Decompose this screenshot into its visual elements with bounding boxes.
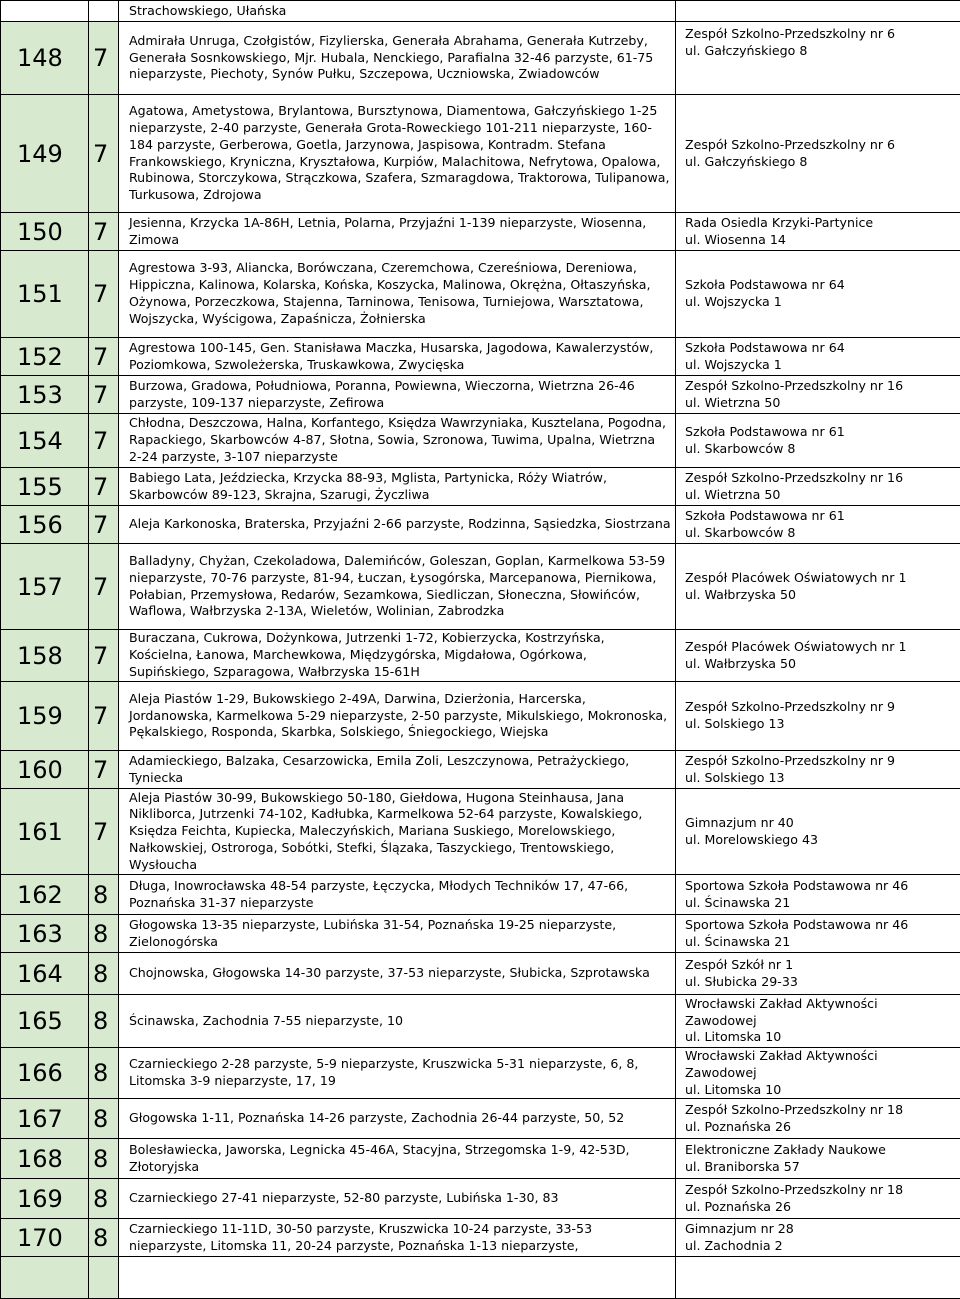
table-row [1,953,960,995]
table-row [1,1179,960,1219]
district-number-cell: 149 [1,95,89,213]
streets-cell: Głogowska 13-35 nieparzyste, Lubińska 31-54, Poznańska 19-25 nieparzyste, Zielonogórska [119,915,676,953]
streets-cell: Ścinawska, Zachodnia 7-55 nieparzyste, 10 [119,995,676,1048]
address-cell [676,953,960,995]
table-row [1,1257,960,1299]
district-number-cell: 162 [1,875,89,915]
streets-cell: Długa, Inowrocławska 48-54 parzyste, Łęczycka, Młodych Techników 17, 47-66, Poznańska 31-37 nieparzyste [119,875,676,915]
table-row [1,1099,960,1139]
table-row [1,630,960,682]
streets-cell: Agrestowa 3-93, Aliancka, Borówczana, Czeremchowa, Czereśniowa, Dereniowa, Hippiczna, Kalinowa, Kolarska, Końska, Koszycka, Malinowa, Okrężna, Ołtaszyńska, Ożynowa, Porzeczkowa, Stajenna, Tarninowa, Tenisowa, Turniejowa, Warsztatowa, Wojszycka, Wyścigowa, Zapaśnicza, Żołnierska [119,251,676,338]
address-street: ul. Skarbowców 8 [685,441,956,458]
district-number-cell: 158 [1,630,89,682]
streets-cell: Agrestowa 100-145, Gen. Stanisława Maczka, Husarska, Jagodowa, Kawalerzystów, Poziomkowa, Szwoleżerska, Truskawkowa, Zwycięska [119,338,676,376]
area-number-cell [89,1,119,22]
address-name-cont: Zawodowej [685,1013,956,1030]
area-number-cell: 8 [89,1048,119,1099]
address-cell [676,506,960,544]
district-number-cell: 169 [1,1179,89,1219]
address-street: ul. Litomska 10 [685,1029,956,1046]
area-number-cell: 8 [89,1099,119,1139]
table-row [1,468,960,506]
area-number-cell: 7 [89,789,119,875]
address-name: Zespół Szkolno-Przedszkolny nr 16 [685,470,956,487]
area-number-cell: 7 [89,376,119,414]
address-cell [676,95,960,213]
address-street: ul. Poznańska 26 [685,1199,956,1216]
address-cell [676,875,960,915]
streets-cell: Głogowska 1-11, Poznańska 14-26 parzyste, Zachodnia 26-44 parzyste, 50, 52 [119,1099,676,1139]
district-number-cell: 161 [1,789,89,875]
streets-cell: Czarnieckiego 27-41 nieparzyste, 52-80 parzyste, Lubińska 1-30, 83 [119,1179,676,1219]
streets-cell: Agatowa, Ametystowa, Brylantowa, Bursztynowa, Diamentowa, Gałczyńskiego 1-25 nieparzyste, 2-40 parzyste, Generała Grota-Roweckiego 101-211 nieparzyste, 160-184 parzyste, Gerberowa, Goetla, Jarzynowa, Jaspisowa, Kontradm. Stefana Frankowskiego, Kryniczna, Kryształowa, Kurpiów, Malachitowa, Nefrytowa, Opalowa, Rubinowa, Storczykowa, Strączkowa, Szafera, Szmaragdowa, Traktorowa, Tulipanowa, Turkusowa, Zdrojowa [119,95,676,213]
district-number-cell: 153 [1,376,89,414]
district-number-cell: 157 [1,544,89,630]
streets-cell: Bolesławiecka, Jaworska, Legnicka 45-46A, Stacyjna, Strzegomska 1-9, 42-53D, Złotoryjska [119,1139,676,1179]
address-name: Sportowa Szkoła Podstawowa nr 46 [685,917,956,934]
district-number-cell: 166 [1,1048,89,1099]
address-cell [676,468,960,506]
district-number-cell: 154 [1,414,89,468]
address-name: Zespół Szkolno-Przedszkolny nr 16 [685,378,956,395]
streets-cell: Aleja Piastów 1-29, Bukowskiego 2-49A, Darwina, Dzierżonia, Harcerska, Jordanowska, Karmelkowa 5-29 nieparzyste, 2-50 parzyste, Mikulskiego, Mokronoska, Pękalskiego, Rosponda, Skarbka, Solskiego, Śniegockiego, Wiejska [119,682,676,751]
area-number-cell: 7 [89,95,119,213]
area-number-cell: 7 [89,251,119,338]
district-number-cell: 152 [1,338,89,376]
district-number-cell: 151 [1,251,89,338]
district-number-cell: 164 [1,953,89,995]
address-name: Wrocławski Zakład Aktywności [685,996,956,1013]
streets-cell: Admirała Unruga, Czołgistów, Fizylierska, Generała Abrahama, Generała Kutrzeby, Generała Sosnkowskiego, Mjr. Hubala, Nenckiego, Parafialna 32-46 parzyste, 61-75 nieparzyste, Piechoty, Synów Pułku, Szczepowa, Uczniowska, Zwiadowców [119,22,676,95]
address-cell [676,682,960,751]
address-street: ul. Wietrzna 50 [685,395,956,412]
district-number-cell [1,1257,89,1299]
area-number-cell: 8 [89,1219,119,1257]
streets-cell: Balladyny, Chyżan, Czekoladowa, Dalemińców, Goleszan, Goplan, Karmelkowa 53-59 nieparzyste, 70-76 parzyste, 81-94, Łuczan, Łysogórska, Marcepanowa, Piernikowa, Połabian, Przemysłowa, Redarów, Sezamkowa, Siedliczan, Słoneczna, Słowińców, Waflowa, Wałbrzyska 2-13A, Wieletów, Wolinian, Zabrodzka [119,544,676,630]
area-number-cell: 7 [89,630,119,682]
district-number-cell [1,1,89,22]
area-number-cell: 8 [89,995,119,1048]
address-name: Sportowa Szkoła Podstawowa nr 46 [685,878,956,895]
address-cell [676,1257,960,1299]
address-name: Rada Osiedla Krzyki-Partynice [685,215,956,232]
district-number-cell: 167 [1,1099,89,1139]
table-row [1,414,960,468]
address-street: ul. Wojszycka 1 [685,294,956,311]
district-number-cell: 159 [1,682,89,751]
area-number-cell: 7 [89,751,119,789]
streets-cell: Chłodna, Deszczowa, Halna, Korfantego, Księdza Wawrzyniaka, Kusztelana, Pogodna, Rapackiego, Skarbowców 4-87, Słotna, Sowia, Szronowa, Tuwima, Upalna, Wietrzna 2-24 parzyste, 3-107 nieparzyste [119,414,676,468]
address-street: ul. Wałbrzyska 50 [685,587,956,604]
table-row [1,915,960,953]
district-number-cell: 155 [1,468,89,506]
area-number-cell: 8 [89,953,119,995]
district-number-cell: 165 [1,995,89,1048]
address-cell [676,544,960,630]
address-street: ul. Wiosenna 14 [685,232,956,249]
address-name: Szkoła Podstawowa nr 61 [685,424,956,441]
area-number-cell: 7 [89,468,119,506]
address-street: ul. Wietrzna 50 [685,487,956,504]
address-name: Elektroniczne Zakłady Naukowe [685,1142,956,1159]
streets-cell: Chojnowska, Głogowska 14-30 parzyste, 37-53 nieparzyste, Słubicka, Szprotawska [119,953,676,995]
table-row [1,95,960,213]
address-name: Zespół Szkół nr 1 [685,957,956,974]
address-name: Zespół Szkolno-Przedszkolny nr 18 [685,1182,956,1199]
district-number-cell: 156 [1,506,89,544]
address-cell [676,1139,960,1179]
address-cell [676,213,960,251]
area-number-cell: 7 [89,544,119,630]
address-street: ul. Skarbowców 8 [685,525,956,542]
address-cell [676,338,960,376]
area-number-cell: 7 [89,213,119,251]
table-row [1,1,960,22]
address-street: ul. Gałczyńskiego 8 [685,154,956,171]
area-number-cell: 8 [89,915,119,953]
address-street: ul. Ścinawska 21 [685,934,956,951]
district-number-cell: 168 [1,1139,89,1179]
address-street: ul. Solskiego 13 [685,716,956,733]
table-row [1,506,960,544]
districts-table-body [1,1,960,1299]
address-cell [676,251,960,338]
area-number-cell: 8 [89,875,119,915]
table-row [1,1048,960,1099]
address-name: Zespół Szkolno-Przedszkolny nr 6 [685,137,956,154]
address-street: ul. Poznańska 26 [685,1119,956,1136]
area-number-cell: 7 [89,506,119,544]
table-row [1,682,960,751]
address-street: ul. Ścinawska 21 [685,895,956,912]
table-row [1,544,960,630]
table-row [1,1219,960,1257]
district-number-cell: 163 [1,915,89,953]
streets-cell: Buraczana, Cukrowa, Dożynkowa, Jutrzenki 1-72, Kobierzycka, Kostrzyńska, Kościelna, Łanowa, Marchewkowa, Międzygórska, Migdałowa, Ogórkowa, Supińskiego, Szparagowa, Wałbrzyska 15-61H [119,630,676,682]
district-number-cell: 170 [1,1219,89,1257]
area-number-cell: 7 [89,22,119,95]
address-street: ul. Braniborska 57 [685,1159,956,1176]
table-row [1,338,960,376]
streets-cell: Strachowskiego, Ułańska [119,1,676,22]
district-number-cell: 160 [1,751,89,789]
table-row [1,213,960,251]
address-name: Szkoła Podstawowa nr 61 [685,508,956,525]
table-row [1,995,960,1048]
table-row [1,22,960,95]
address-street: ul. Wojszycka 1 [685,357,956,374]
streets-cell: Aleja Piastów 30-99, Bukowskiego 50-180, Giełdowa, Hugona Steinhausa, Jana Nikliborca, Jutrzenki 74-102, Kadłubka, Karmelkowa 52-64 parzyste, Kowalskiego, Księdza Feichta, Kupiecka, Maleczyńskich, Mariana Suskiego, Morelowskiego, Nałkowskiej, Ostroroga, Sobótki, Stefki, Ślązaka, Taszyckiego, Trentowskiego, Wysłoucha [119,789,676,875]
address-name: Zespół Placówek Oświatowych nr 1 [685,570,956,587]
area-number-cell: 8 [89,1179,119,1219]
address-name: Zespół Szkolno-Przedszkolny nr 18 [685,1102,956,1119]
area-number-cell: 7 [89,682,119,751]
streets-cell: Jesienna, Krzycka 1A-86H, Letnia, Polarna, Przyjaźni 1-139 nieparzyste, Wiosenna, Zimowa [119,213,676,251]
address-name: Szkoła Podstawowa nr 64 [685,340,956,357]
table-row [1,875,960,915]
district-number-cell: 150 [1,213,89,251]
address-street: ul. Słubicka 29-33 [685,974,956,991]
address-street: ul. Solskiego 13 [685,770,956,787]
address-cell [676,414,960,468]
address-name: Wrocławski Zakład Aktywności [685,1048,956,1065]
address-cell [676,789,960,875]
table-row [1,251,960,338]
address-cell [676,915,960,953]
streets-cell [119,1257,676,1299]
address-cell [676,1179,960,1219]
area-number-cell: 7 [89,338,119,376]
address-cell [676,22,960,95]
district-number-cell: 148 [1,22,89,95]
address-cell [676,1099,960,1139]
address-cell [676,1219,960,1257]
table-row [1,751,960,789]
address-street: ul. Litomska 10 [685,1082,956,1099]
address-street: ul. Morelowskiego 43 [685,832,956,849]
address-cell [676,751,960,789]
area-number-cell: 8 [89,1139,119,1179]
table-row [1,789,960,875]
area-number-cell [89,1257,119,1299]
address-street: ul. Wałbrzyska 50 [685,656,956,673]
table-row [1,1139,960,1179]
address-name: Gimnazjum nr 28 [685,1221,956,1238]
address-name-cont: Zawodowej [685,1065,956,1082]
address-street: ul. Gałczyńskiego 8 [685,43,956,60]
streets-cell: Aleja Karkonoska, Braterska, Przyjaźni 2-66 parzyste, Rodzinna, Sąsiedzka, Siostrzana [119,506,676,544]
streets-cell: Czarnieckiego 2-28 parzyste, 5-9 nieparzyste, Kruszwicka 5-31 nieparzyste, 6, 8, Litomska 3-9 nieparzyste, 17, 19 [119,1048,676,1099]
table-row [1,376,960,414]
area-number-cell: 7 [89,414,119,468]
address-name: Zespół Szkolno-Przedszkolny nr 9 [685,699,956,716]
streets-cell: Czarnieckiego 11-11D, 30-50 parzyste, Kruszwicka 10-24 parzyste, 33-53 nieparzyste, Litomska 11, 20-24 parzyste, Poznańska 1-13 nieparzyste, [119,1219,676,1257]
address-name: Gimnazjum nr 40 [685,815,956,832]
address-street: ul. Zachodnia 2 [685,1238,956,1255]
address-name: Zespół Szkolno-Przedszkolny nr 6 [685,26,956,43]
address-cell [676,1,960,22]
address-cell [676,376,960,414]
address-cell [676,1048,960,1099]
address-name: Zespół Szkolno-Przedszkolny nr 9 [685,753,956,770]
address-cell [676,630,960,682]
address-cell [676,995,960,1048]
streets-cell: Burzowa, Gradowa, Południowa, Poranna, Powiewna, Wieczorna, Wietrzna 26-46 parzyste, 109-137 nieparzyste, Zefirowa [119,376,676,414]
streets-cell: Adamieckiego, Balzaka, Cesarzowicka, Emila Zoli, Leszczynowa, Petrażyckiego, Tyniecka [119,751,676,789]
streets-cell: Babiego Lata, Jeździecka, Krzycka 88-93, Mglista, Partynicka, Róży Wiatrów, Skarbowców 89-123, Skrajna, Szarugi, Życzliwa [119,468,676,506]
address-name: Zespół Placówek Oświatowych nr 1 [685,639,956,656]
address-name: Szkoła Podstawowa nr 64 [685,277,956,294]
